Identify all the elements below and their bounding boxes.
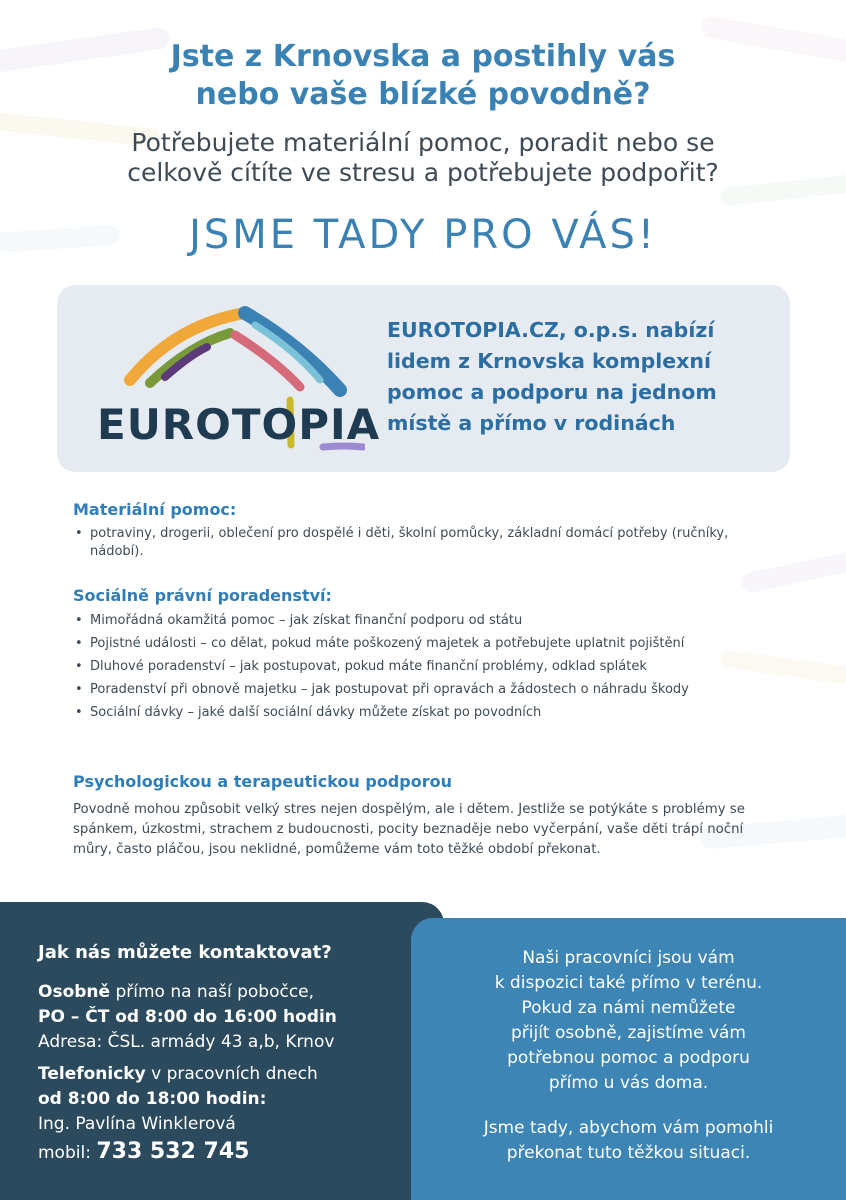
personal-label: Osobně <box>38 982 111 1002</box>
subtitle-line-2: celkově cítíte ve stresu a potřebujete podpořit? <box>127 158 719 187</box>
closing-line: překonat tuto těžkou situaci. <box>506 1143 751 1163</box>
closing-text <box>411 1116 846 1166</box>
page-title <box>0 38 846 114</box>
section-title-psych: Psychologickou a terapeutickou podporou <box>73 772 452 791</box>
legal-list <box>73 612 793 727</box>
contact-phone <box>38 1062 318 1166</box>
section-title-legal: Sociálně právní poradenství: <box>73 586 332 605</box>
page-subtitle <box>0 128 846 188</box>
mobile-number: 733 532 745 <box>96 1139 250 1164</box>
intro-text <box>387 315 767 439</box>
contact-personal <box>38 980 337 1055</box>
intro-line-3: pomoc a podporu na jednom <box>387 380 717 404</box>
field-line: Naši pracovníci jsou vám <box>522 948 735 968</box>
field-line: Pokud za námi nemůžete <box>521 998 736 1018</box>
list-item: • Dluhové poradenství – jak postupovat, pokud máte finanční problémy, odklad splátek <box>73 658 793 676</box>
psych-paragraph: Povodně mohou způsobit velký stres nejen dospělým, ale i dětem. Jestliže se potýkáte s problémy se spánkem, úzkostmi, strachem z budoucnosti, pocity beznaděje nebo vyčerpání, vaše děti trápí noční můry, často pláčou, jsou neklidné, pomůžeme vám toto těžké období překonat. <box>73 802 745 857</box>
field-line: k dispozici také přímo v terénu. <box>494 973 763 993</box>
intro-line-4: místě a přímo v rodinách <box>387 411 676 435</box>
address: Adresa: ČSL. armády 43 a,b, Krnov <box>38 1032 335 1052</box>
personal-text: přímo na naší pobočce, <box>110 982 315 1002</box>
intro-line-2: lidem z Krnovska komplexní <box>387 349 712 373</box>
list-item: • Poradenství při obnově majetku – jak postupovat při opravách a žádostech o náhradu škody <box>73 681 713 699</box>
intro-card <box>57 285 790 472</box>
list-item: • Mimořádná okamžitá pomoc – jak získat finanční podporu od státu <box>73 612 793 630</box>
decor-stroke <box>739 546 846 595</box>
title-line-1: Jste z Krnovska a postihly vás <box>170 39 676 74</box>
mobile-label: mobil: <box>38 1143 97 1163</box>
field-text <box>411 946 846 1096</box>
contact-person: Ing. Pavlína Winklerová <box>38 1114 236 1134</box>
phone-label: Telefonicky <box>38 1064 146 1084</box>
office-hours: PO – ČT od 8:00 do 16:00 hodin <box>38 1007 337 1027</box>
phone-text: v pracovních dnech <box>145 1064 318 1084</box>
closing-line: Jsme tady, abychom vám pomohli <box>483 1118 774 1138</box>
logo-wordmark: EUROTOPIA <box>97 400 381 449</box>
field-line: přímo u vás doma. <box>548 1073 709 1093</box>
list-item: • potraviny, drogerii, oblečení pro dospělé i děti, školní pomůcky, základní domácí potřeby (ručníky, nádobí). <box>73 525 753 561</box>
field-line: potřebnou pomoc a podporu <box>507 1048 750 1068</box>
eurotopia-logo <box>95 305 381 455</box>
contact-title: Jak nás můžete kontaktovat? <box>38 942 332 963</box>
phone-hours: od 8:00 do 18:00 hodin: <box>38 1089 267 1109</box>
field-line: přijít osobně, zajistíme vám <box>510 1023 746 1043</box>
slogan: JSME TADY PRO VÁS! <box>189 212 657 258</box>
intro-line-1: EUROTOPIA.CZ, o.p.s. nabízí <box>387 318 715 342</box>
title-line-2: nebo vaše blízké povodně? <box>195 77 651 112</box>
list-item: • Sociální dávky – jaké další sociální dávky můžete získat po povodních <box>73 704 793 722</box>
material-list <box>73 525 753 566</box>
list-item: • Pojistné události – co dělat, pokud máte poškozený majetek a potřebujete uplatnit pojištění <box>73 635 793 653</box>
subtitle-line-1: Potřebujete materiální pomoc, poradit nebo se <box>131 128 715 157</box>
section-title-material: Materiální pomoc: <box>73 500 237 519</box>
